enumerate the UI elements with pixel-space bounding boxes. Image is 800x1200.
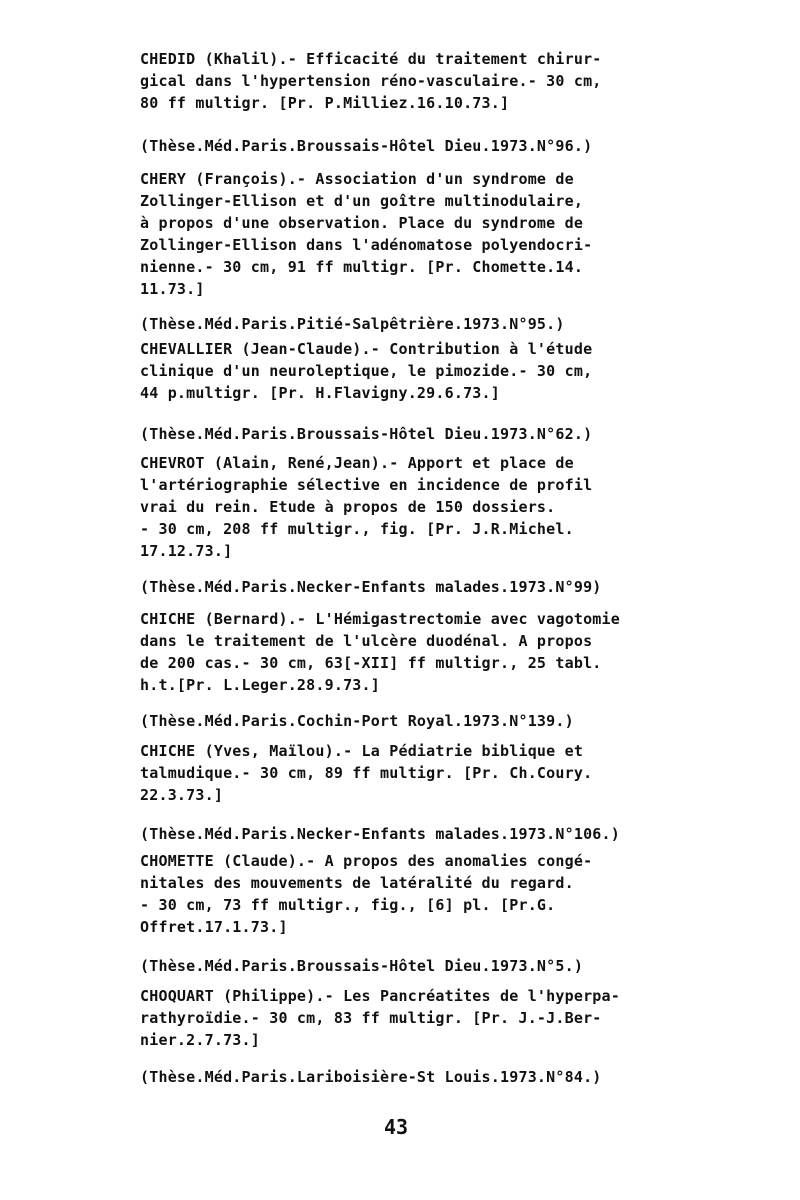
entry-reference: (Thèse.Méd.Paris.Broussais-Hôtel Dieu.1973.N°96.) bbox=[140, 137, 593, 155]
entry-reference: (Thèse.Méd.Paris.Cochin-Port Royal.1973.N°139.) bbox=[140, 712, 574, 730]
entry-choquart bbox=[140, 985, 680, 1051]
entry-text: CHEDID (Khalil).- Efficacité du traitement chirur- gical dans l'hypertension réno-vasculaire.- 30 cm, 80 ff multigr. [Pr. P.Milliez.16.10.73.] bbox=[140, 50, 602, 112]
entry-text: CHOQUART (Philippe).- Les Pancréatites de l'hyperpa- rathyroïdie.- 30 cm, 83 ff multigr. [Pr. J.-J.Ber- nier.2.7.73.] bbox=[140, 987, 620, 1049]
entry-text: CHEVROT (Alain, René,Jean).- Apport et place de l'artériographie sélective en incidence de profil vrai du rein. Etude à propos de 150 dossiers. - 30 cm, 208 ff multigr., fig. [Pr. J.R.Michel. 17.12.73.] bbox=[140, 454, 593, 560]
entry-text: CHOMETTE (Claude).- A propos des anomalies congé- nitales des mouvements de latéralité du regard. - 30 cm, 73 ff multigr., fig., [6] pl. [Pr.G. Offret.17.1.73.] bbox=[140, 852, 593, 936]
entry-reference: (Thèse.Méd.Paris.Pitié-Salpêtrière.1973.N°95.) bbox=[140, 315, 565, 333]
entry-text: CHICHE (Yves, Maïlou).- La Pédiatrie biblique et talmudique.- 30 cm, 89 ff multigr. [Pr. Ch.Coury. 22.3.73.] bbox=[140, 742, 593, 804]
entry-reference: (Thèse.Méd.Paris.Broussais-Hôtel Dieu.1973.N°62.) bbox=[140, 425, 593, 443]
entry-chiche-yves bbox=[140, 740, 680, 806]
page-number: 43 bbox=[384, 1115, 409, 1139]
entry-text: CHEVALLIER (Jean-Claude).- Contribution à l'étude clinique d'un neuroleptique, le pimozide.- 30 cm, 44 p.multigr. [Pr. H.Flavigny.29.6.73.] bbox=[140, 340, 593, 402]
entry-reference: (Thèse.Méd.Paris.Necker-Enfants malades.1973.N°99) bbox=[140, 578, 602, 596]
entry-chomette bbox=[140, 850, 680, 938]
entry-chevallier bbox=[140, 338, 680, 404]
entry-text: CHICHE (Bernard).- L'Hémigastrectomie avec vagotomie dans le traitement de l'ulcère duodénal. A propos de 200 cas.- 30 cm, 63[-XII] ff multigr., 25 tabl. h.t.[Pr. L.Leger.28.9.73.] bbox=[140, 610, 620, 694]
entry-reference: (Thèse.Méd.Paris.Lariboisière-St Louis.1973.N°84.) bbox=[140, 1068, 602, 1086]
entry-chevrot bbox=[140, 452, 680, 562]
entry-chedid bbox=[140, 48, 680, 114]
entry-chery bbox=[140, 168, 680, 300]
entry-text: CHERY (François).- Association d'un syndrome de Zollinger-Ellison et d'un goître multinodulaire, à propos d'une observation. Place du syndrome de Zollinger-Ellison dans l'adénomatose polyendocri- nienne.- 30 cm, 91 ff multigr. [Pr. Chomette.14. 11.73.] bbox=[140, 170, 593, 298]
entry-reference: (Thèse.Méd.Paris.Necker-Enfants malades.1973.N°106.) bbox=[140, 825, 620, 843]
entry-chiche-bernard bbox=[140, 608, 680, 696]
entry-reference: (Thèse.Méd.Paris.Broussais-Hôtel Dieu.1973.N°5.) bbox=[140, 957, 584, 975]
